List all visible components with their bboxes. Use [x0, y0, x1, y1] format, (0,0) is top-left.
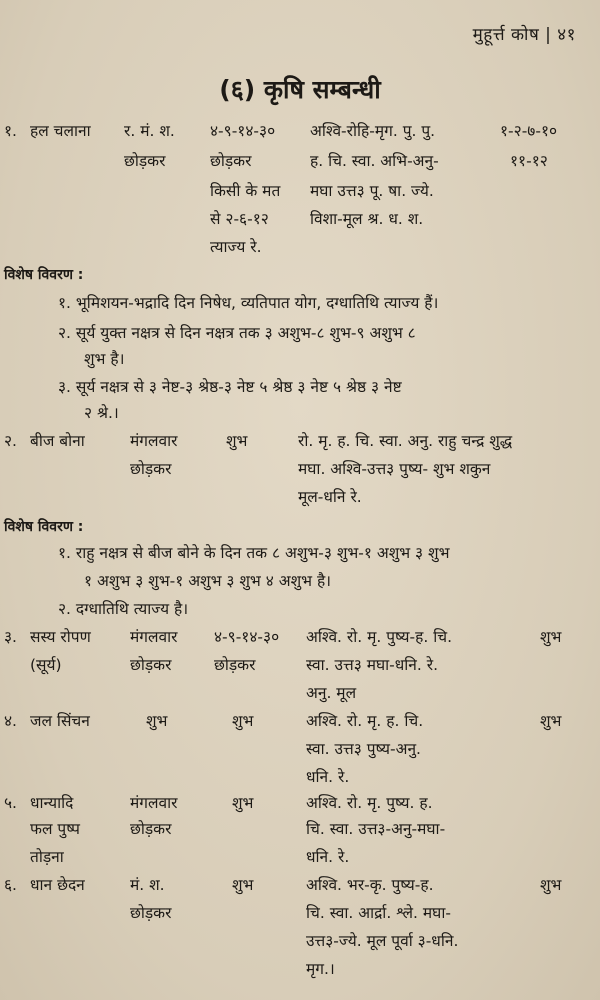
row4-name: जल सिंचन	[30, 712, 90, 730]
row1-tithi: ४-९-१४-३०	[210, 122, 276, 140]
row4-nak: अश्वि. रो. मृ. ह. चि.	[306, 712, 424, 730]
row4-nak-3: धनि. रे.	[306, 768, 350, 786]
row6-day-2: छोड़कर	[130, 904, 172, 922]
row1-tithi-5: त्याज्य रे.	[210, 238, 262, 256]
row1-nak-4: विशा-मूल श्र. ध. श.	[310, 210, 424, 228]
row5-day-2: छोड़कर	[130, 820, 172, 838]
row2-nak-3: मूल-धनि रे.	[298, 488, 362, 506]
row4-nak-2: स्वा. उत्त३ पुष्य-अनु.	[306, 740, 421, 758]
vivaran2-line-2: १ अशुभ ३ शुभ-१ अशुभ ३ शुभ ४ अशुभ है।	[84, 572, 332, 590]
vivaran2-line-3: २. दग्धातिथि त्याज्य है।	[58, 600, 189, 618]
section-title: (६) कृषि सम्बन्धी	[219, 75, 381, 104]
row3-tithi: ४-९-१४-३०	[214, 628, 280, 646]
row3-nak: अश्वि. रो. मृ. पुष्य-ह. चि.	[306, 628, 453, 646]
row2-day: मंगलवार	[130, 432, 178, 450]
row6-nak-3: उत्त३-ज्ये. मूल पूर्वा ३-धनि.	[306, 932, 459, 950]
row6-num: ६.	[4, 876, 17, 894]
vivaran-heading-1: विशेष विवरण :	[4, 267, 84, 283]
row3-name: सस्य रोपण	[30, 628, 91, 646]
row5-day: मंगलवार	[130, 794, 178, 812]
row4-last: शुभ	[540, 712, 562, 730]
row3-nak-2: स्वा. उत्त३ मघा-धनि. रे.	[306, 656, 439, 674]
row1-last: १-२-७-१०	[500, 122, 558, 140]
row2-name: बीज बोना	[30, 432, 85, 450]
row6-nak-4: मृग.।	[306, 960, 335, 978]
row3-day: मंगलवार	[130, 628, 178, 646]
row4-tithi: शुभ	[232, 712, 254, 730]
row6-day: मं. श.	[130, 876, 165, 894]
row2-tithi: शुभ	[226, 432, 248, 450]
row5-num: ५.	[4, 794, 17, 812]
row1-day: र. मं. श.	[124, 122, 175, 140]
row5-name-2: फल पुष्प	[30, 820, 80, 838]
row1-nak-2: ह. चि. स्वा. अभि-अनु-	[310, 152, 439, 170]
vivaran1-line-1: १. भूमिशयन-भद्रादि दिन निषेध, व्यतिपात योग, दग्धातिथि त्याज्य हैं।	[58, 294, 439, 312]
row4-num: ४.	[4, 712, 17, 730]
row2-nak: रो. मृ. ह. चि. स्वा. अनु. राहु चन्द्र शुद्ध	[298, 432, 513, 450]
row3-tithi-2: छोड़कर	[214, 656, 256, 674]
row3-last: शुभ	[540, 628, 562, 646]
row3-num: ३.	[4, 628, 17, 646]
row2-nak-2: मघा. अश्वि-उत्त३ पुष्य- शुभ शकुन	[298, 460, 491, 478]
row3-day-2: छोड़कर	[130, 656, 172, 674]
row6-nak-2: चि. स्वा. आर्द्रा. श्ले. मघा-	[306, 904, 451, 922]
row1-nak-3: मघा उत्त३ पू. षा. ज्ये.	[310, 182, 434, 200]
vivaran-heading-2: विशेष विवरण :	[4, 519, 84, 535]
row6-name: धान छेदन	[30, 876, 85, 894]
vivaran1-line-4: ३. सूर्य नक्षत्र से ३ नेष्ट-३ श्रेष्ठ-३ नेष्ट ५ श्रेष्ठ ३ नेष्ट ५ श्रेष्ठ ३ नेष्ट	[58, 378, 402, 396]
row1-day-2: छोड़कर	[124, 152, 166, 170]
row1-num: १.	[4, 122, 17, 140]
row2-day-2: छोड़कर	[130, 460, 172, 478]
page-header: मुहूर्त्त कोष | ४१	[472, 25, 576, 45]
row3-nak-3: अनु. मूल	[306, 684, 357, 702]
row6-nak: अश्वि. भर-कृ. पुष्य-ह.	[306, 876, 434, 894]
vivaran2-line-1: १. राहु नक्षत्र से बीज बोने के दिन तक ८ अशुभ-३ शुभ-१ अशुभ ३ शुभ	[58, 544, 450, 562]
row1-name: हल चलाना	[30, 122, 91, 140]
row6-tithi: शुभ	[232, 876, 254, 894]
row1-tithi-2: छोड़कर	[210, 152, 252, 170]
row5-name-3: तोड़ना	[30, 848, 64, 866]
row4-day: शुभ	[146, 712, 168, 730]
row5-tithi: शुभ	[232, 794, 254, 812]
row6-last: शुभ	[540, 876, 562, 894]
vivaran1-line-3: शुभ है।	[84, 350, 125, 368]
row5-name: धान्यादि	[30, 794, 74, 812]
row2-num: २.	[4, 432, 17, 450]
vivaran1-line-5: २ श्रे.।	[84, 404, 119, 422]
vivaran1-line-2: २. सूर्य युक्त नक्षत्र से दिन नक्षत्र तक ३ अशुभ-८ शुभ-९ अशुभ ८	[58, 324, 416, 342]
row5-nak-2: चि. स्वा. उत्त३-अनु-मघा-	[306, 820, 446, 838]
row1-tithi-3: किसी के मत	[210, 182, 281, 200]
row3-name-2: (सूर्य)	[30, 656, 62, 674]
row5-nak-3: धनि. रे.	[306, 848, 350, 866]
row1-tithi-4: से २-६-१२	[210, 210, 269, 228]
row5-nak: अश्वि. रो. मृ. पुष्य. ह.	[306, 794, 433, 812]
row1-last-2: ११-१२	[510, 152, 548, 170]
row1-nak: अश्वि-रोहि-मृग. पु. पु.	[310, 122, 436, 140]
